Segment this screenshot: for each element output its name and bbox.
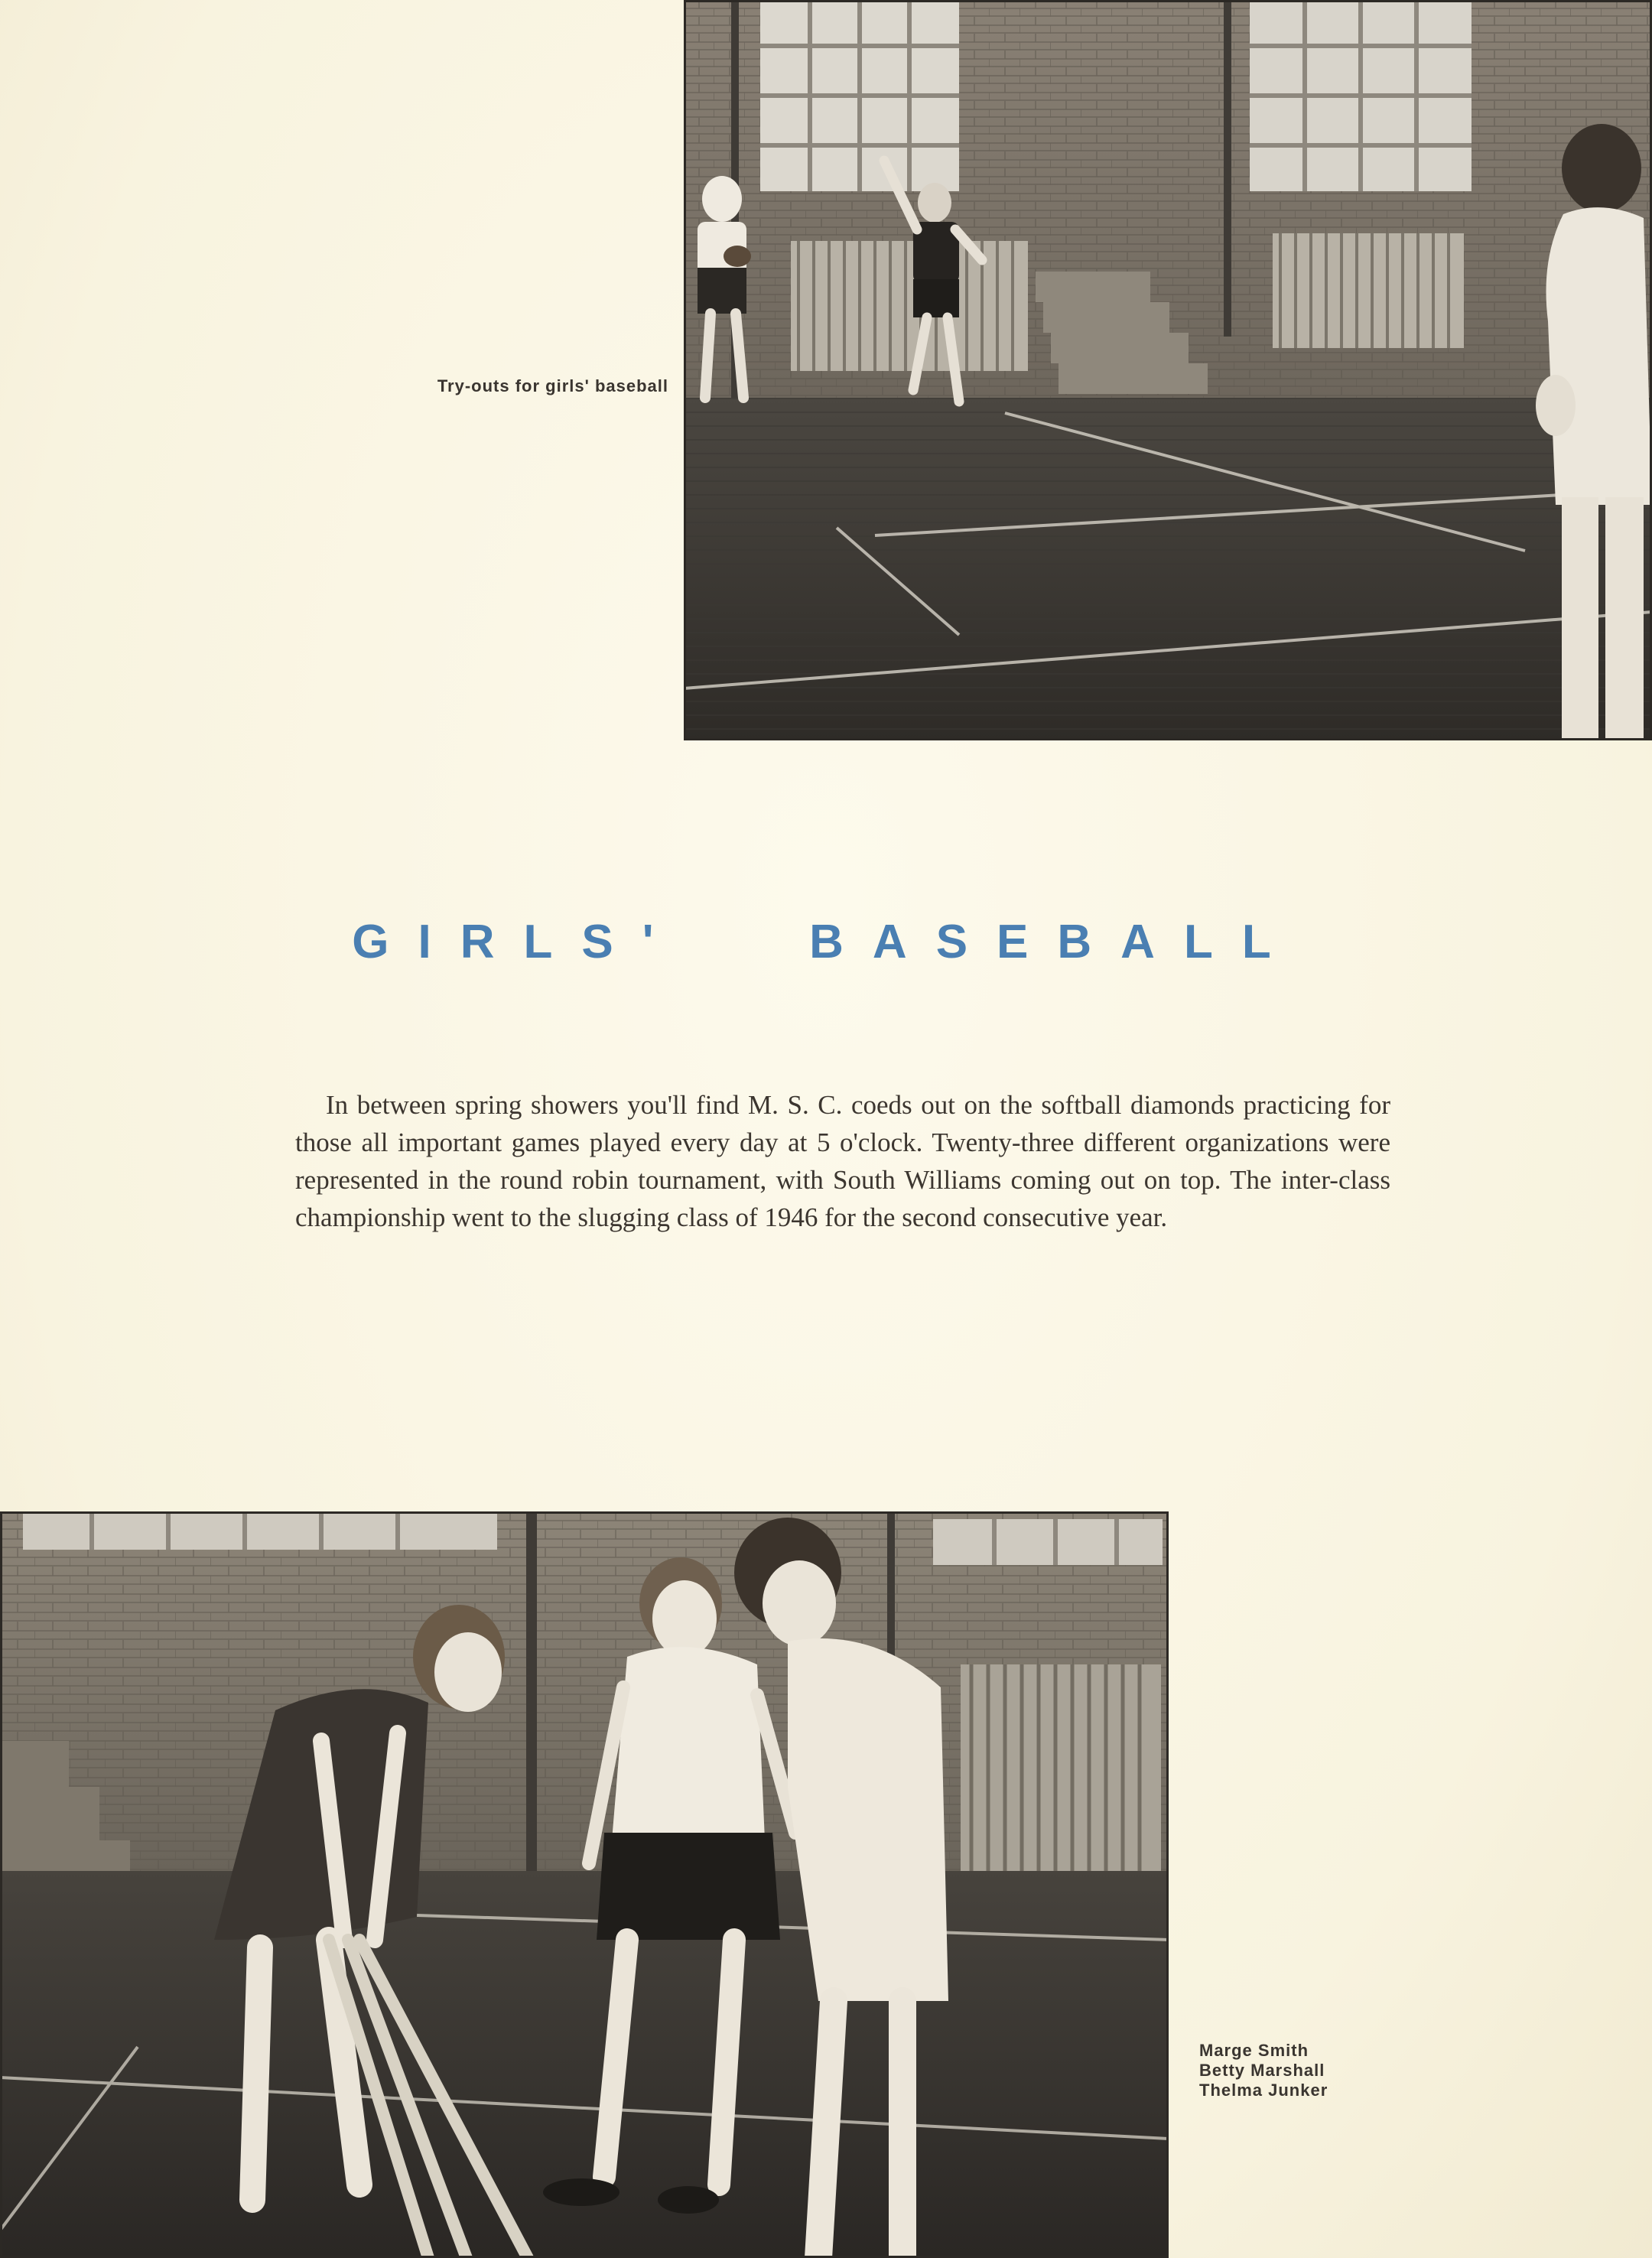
- article-paragraph: In between spring showers you'll find M. S. C. coeds out on the softball diamonds practicing for those all important games played every day at 5 o'clock. Twenty-three different organizations were represented in the round robin tournament, with South Williams coming out on top. The inter-class championship went to the slugging class of 1946 for the second consecutive year.: [295, 1090, 1390, 1232]
- caption-name-3: Thelma Junker: [1199, 2081, 1328, 2100]
- three-players-with-bats-photo-icon: [0, 1511, 1169, 2258]
- caption-name-1: Marge Smith: [1199, 2041, 1309, 2060]
- tryouts-caption: Try-outs for girls' baseball: [437, 376, 668, 395]
- players-photo: [0, 1511, 1169, 2258]
- tryouts-photo: [684, 0, 1652, 740]
- gymnasium-tryouts-photo-icon: [684, 0, 1652, 740]
- players-caption: [1199, 2041, 1328, 2100]
- caption-name-2: Betty Marshall: [1199, 2061, 1325, 2080]
- page-title: GIRLS' BASEBALL: [352, 916, 1300, 968]
